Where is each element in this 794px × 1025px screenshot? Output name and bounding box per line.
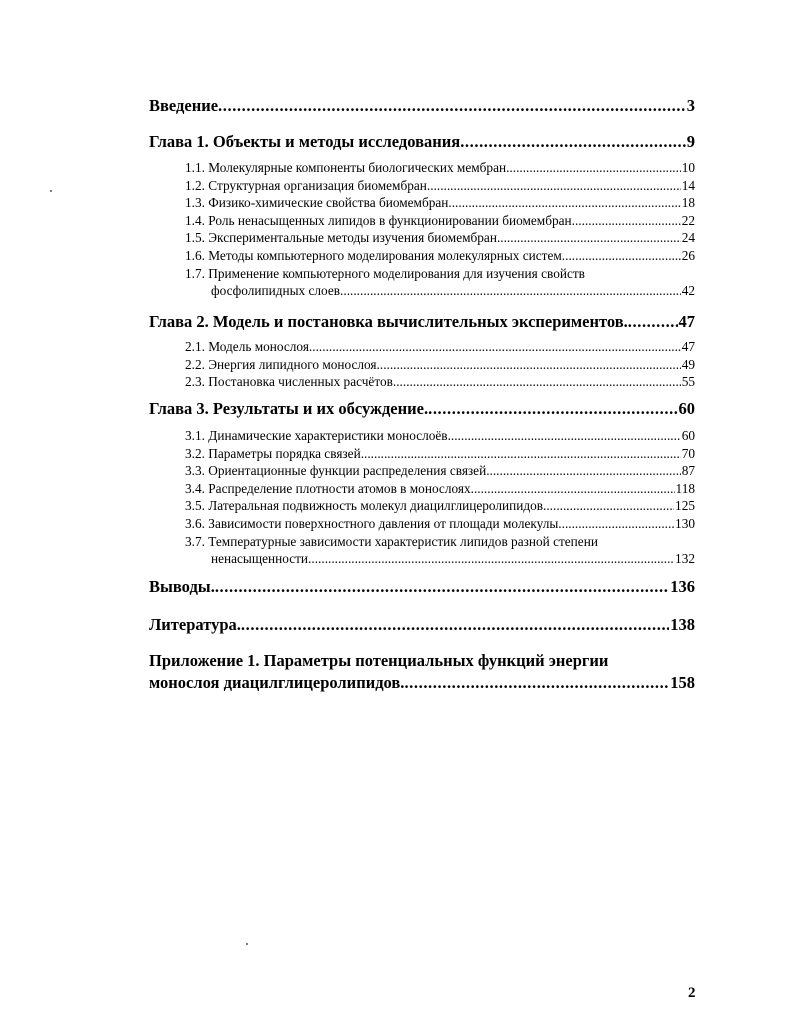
section-title: Методы компьютерного моделирования молекулярных систем.: [208, 247, 566, 263]
dot-leader: [628, 311, 678, 333]
section-page: 118: [675, 480, 695, 496]
section-title: Параметры порядка связей.: [208, 445, 365, 461]
section-page: 18: [681, 195, 695, 211]
dot-leader: [509, 159, 680, 177]
section-page: 26: [681, 247, 695, 263]
section-title: Физико-химические свойства биомембран.: [208, 195, 452, 211]
scan-speck: [50, 190, 52, 192]
section-title: Применение компьютерного моделирования для изучения свойств: [208, 265, 585, 281]
section-page: 130: [675, 515, 695, 531]
section-page: 42: [681, 283, 695, 299]
dot-leader: [474, 480, 675, 498]
toc-section-2-2[interactable]: [185, 356, 695, 374]
section-title-continuation: фосфолипидных слоев.: [211, 283, 344, 299]
dot-leader: [215, 576, 669, 598]
section-number: 1.6.: [185, 247, 205, 263]
dot-leader: [428, 398, 677, 420]
dot-leader: [343, 282, 680, 300]
toc-entry-title: Введение: [149, 96, 219, 115]
dot-leader: [396, 373, 680, 391]
section-number: 1.4.: [185, 212, 205, 228]
section-number: 3.3.: [185, 463, 205, 479]
section-number: 3.6.: [185, 515, 205, 531]
section-page: 10: [681, 160, 695, 175]
section-title: Постановка численных расчётов.: [208, 374, 397, 390]
dot-leader: [241, 614, 669, 636]
toc-entry-page: 138: [670, 615, 695, 634]
toc-section-3-6[interactable]: [185, 515, 695, 533]
dot-leader: [490, 462, 681, 480]
toc-section-1-4[interactable]: [185, 212, 695, 230]
section-page: 24: [681, 230, 695, 246]
toc-entry-title: Литература.: [149, 615, 241, 634]
toc-entry-literature[interactable]: [149, 614, 695, 636]
dot-leader: [500, 229, 680, 247]
toc-entry-title: Приложение 1. Параметры потенциальных функций энергии: [149, 651, 609, 670]
section-page: 47: [681, 339, 695, 354]
dot-leader: [565, 247, 681, 265]
toc-section-3-5[interactable]: [185, 497, 695, 515]
dot-leader: [218, 95, 686, 117]
toc-section-3-7-continuation[interactable]: [185, 550, 695, 568]
toc-section-3-1[interactable]: [185, 427, 695, 445]
section-number: 1.2.: [185, 177, 205, 193]
toc-entry-appendix-1[interactable]: [149, 650, 695, 694]
section-title: Температурные зависимости характеристик липидов разной степени: [208, 533, 598, 549]
section-number: 3.5.: [185, 498, 205, 514]
toc-entry-page: 60: [678, 399, 695, 418]
toc-entry-page: 47: [678, 312, 695, 331]
dot-leader: [380, 356, 681, 374]
toc-section-1-7[interactable]: [185, 265, 695, 283]
toc-entry-page: 3: [686, 96, 695, 115]
dot-leader: [451, 427, 681, 445]
section-number: 3.4.: [185, 480, 205, 496]
toc-section-2-3[interactable]: [185, 373, 695, 391]
toc-entry-title-continuation: монослоя диацилглицеролипидов.: [149, 673, 405, 692]
dot-leader: [364, 445, 681, 463]
dot-leader: [562, 515, 674, 533]
section-number: 2.2.: [185, 356, 205, 372]
section-title: Зависимости поверхностного давления от площади молекулы.: [208, 515, 562, 531]
toc-section-3-4[interactable]: [185, 480, 695, 498]
section-title: Молекулярные компоненты биологических мембран.: [208, 160, 510, 175]
dot-leader: [460, 131, 686, 153]
section-page: 22: [681, 212, 695, 228]
toc-section-1-6[interactable]: [185, 247, 695, 265]
dot-leader: [575, 212, 681, 230]
section-number: 1.1.: [185, 160, 205, 175]
page-number: 2: [688, 985, 696, 1001]
toc-entry-chapter-1[interactable]: [149, 131, 695, 153]
toc-section-1-5[interactable]: [185, 229, 695, 247]
section-number: 3.2.: [185, 445, 205, 461]
toc-section-2-1[interactable]: [185, 338, 695, 356]
section-number: 1.7.: [185, 265, 205, 281]
section-title: Роль ненасыщенных липидов в функционировании биомембран.: [208, 212, 575, 228]
section-page: 125: [675, 498, 695, 514]
toc-entry-title: Глава 2. Модель и постановка вычислительных экспериментов.: [149, 312, 628, 331]
toc-section-3-3[interactable]: [185, 462, 695, 480]
toc-entry-page: 136: [670, 577, 695, 596]
section-page: 49: [681, 356, 695, 372]
dot-leader: [430, 177, 680, 195]
section-page: 70: [681, 445, 695, 461]
toc-section-1-2[interactable]: [185, 177, 695, 195]
section-title: Распределение плотности атомов в монослоях.: [208, 480, 474, 496]
section-title: Модель монослоя.: [208, 339, 313, 354]
dot-leader: [311, 550, 674, 568]
dot-leader: [452, 194, 681, 212]
section-number: 3.1.: [185, 428, 205, 443]
toc-section-3-7[interactable]: [185, 533, 695, 551]
section-title-continuation: ненасыщенности.: [211, 551, 312, 567]
toc-entry-page: 158: [670, 673, 695, 692]
dot-leader: [546, 497, 674, 515]
section-page: 87: [681, 463, 695, 479]
section-number: 1.3.: [185, 195, 205, 211]
section-number: 2.3.: [185, 374, 205, 390]
section-title: Динамические характеристики монослоёв.: [208, 428, 451, 443]
section-page: 14: [681, 177, 695, 193]
toc-entry-title-continuation-row: [149, 672, 695, 694]
toc-entry-introduction[interactable]: [149, 95, 695, 117]
dot-leader: [312, 338, 680, 356]
toc-entry-conclusions[interactable]: [149, 576, 695, 598]
toc-section-1-1[interactable]: [185, 159, 695, 177]
toc-entry-title: Выводы.: [149, 577, 215, 596]
section-number: 1.5.: [185, 230, 205, 246]
section-number: 2.1.: [185, 339, 205, 354]
toc-section-list-chapter-1: [185, 159, 695, 300]
toc-entry-chapter-2[interactable]: [149, 311, 695, 333]
toc-entry-title: Глава 1. Объекты и методы исследования: [149, 132, 461, 151]
toc-section-3-2[interactable]: [185, 445, 695, 463]
toc-section-list-chapter-2: [185, 338, 695, 391]
section-page: 132: [675, 551, 695, 567]
section-title: Ориентационные функции распределения связей.: [208, 463, 490, 479]
section-title: Энергия липидного монослоя.: [208, 356, 380, 372]
section-page: 55: [681, 374, 695, 390]
scan-speck: [246, 943, 248, 945]
toc-entry-page: 9: [686, 132, 695, 151]
section-page: 60: [681, 428, 695, 443]
dot-leader: [404, 672, 669, 694]
section-title: Латеральная подвижность молекул диацилглицеролипидов.: [208, 498, 547, 514]
section-title: Экспериментальные методы изучения биомембран.: [208, 230, 501, 246]
toc-section-1-7-continuation[interactable]: [185, 282, 695, 300]
section-title: Структурная организация биомембран.: [208, 177, 431, 193]
toc-entry-chapter-3[interactable]: [149, 398, 695, 420]
toc-entry-title: Глава 3. Результаты и их обсуждение.: [149, 399, 429, 418]
toc-section-list-chapter-3: [185, 427, 695, 568]
section-number: 3.7.: [185, 533, 205, 549]
toc-section-1-3[interactable]: [185, 194, 695, 212]
